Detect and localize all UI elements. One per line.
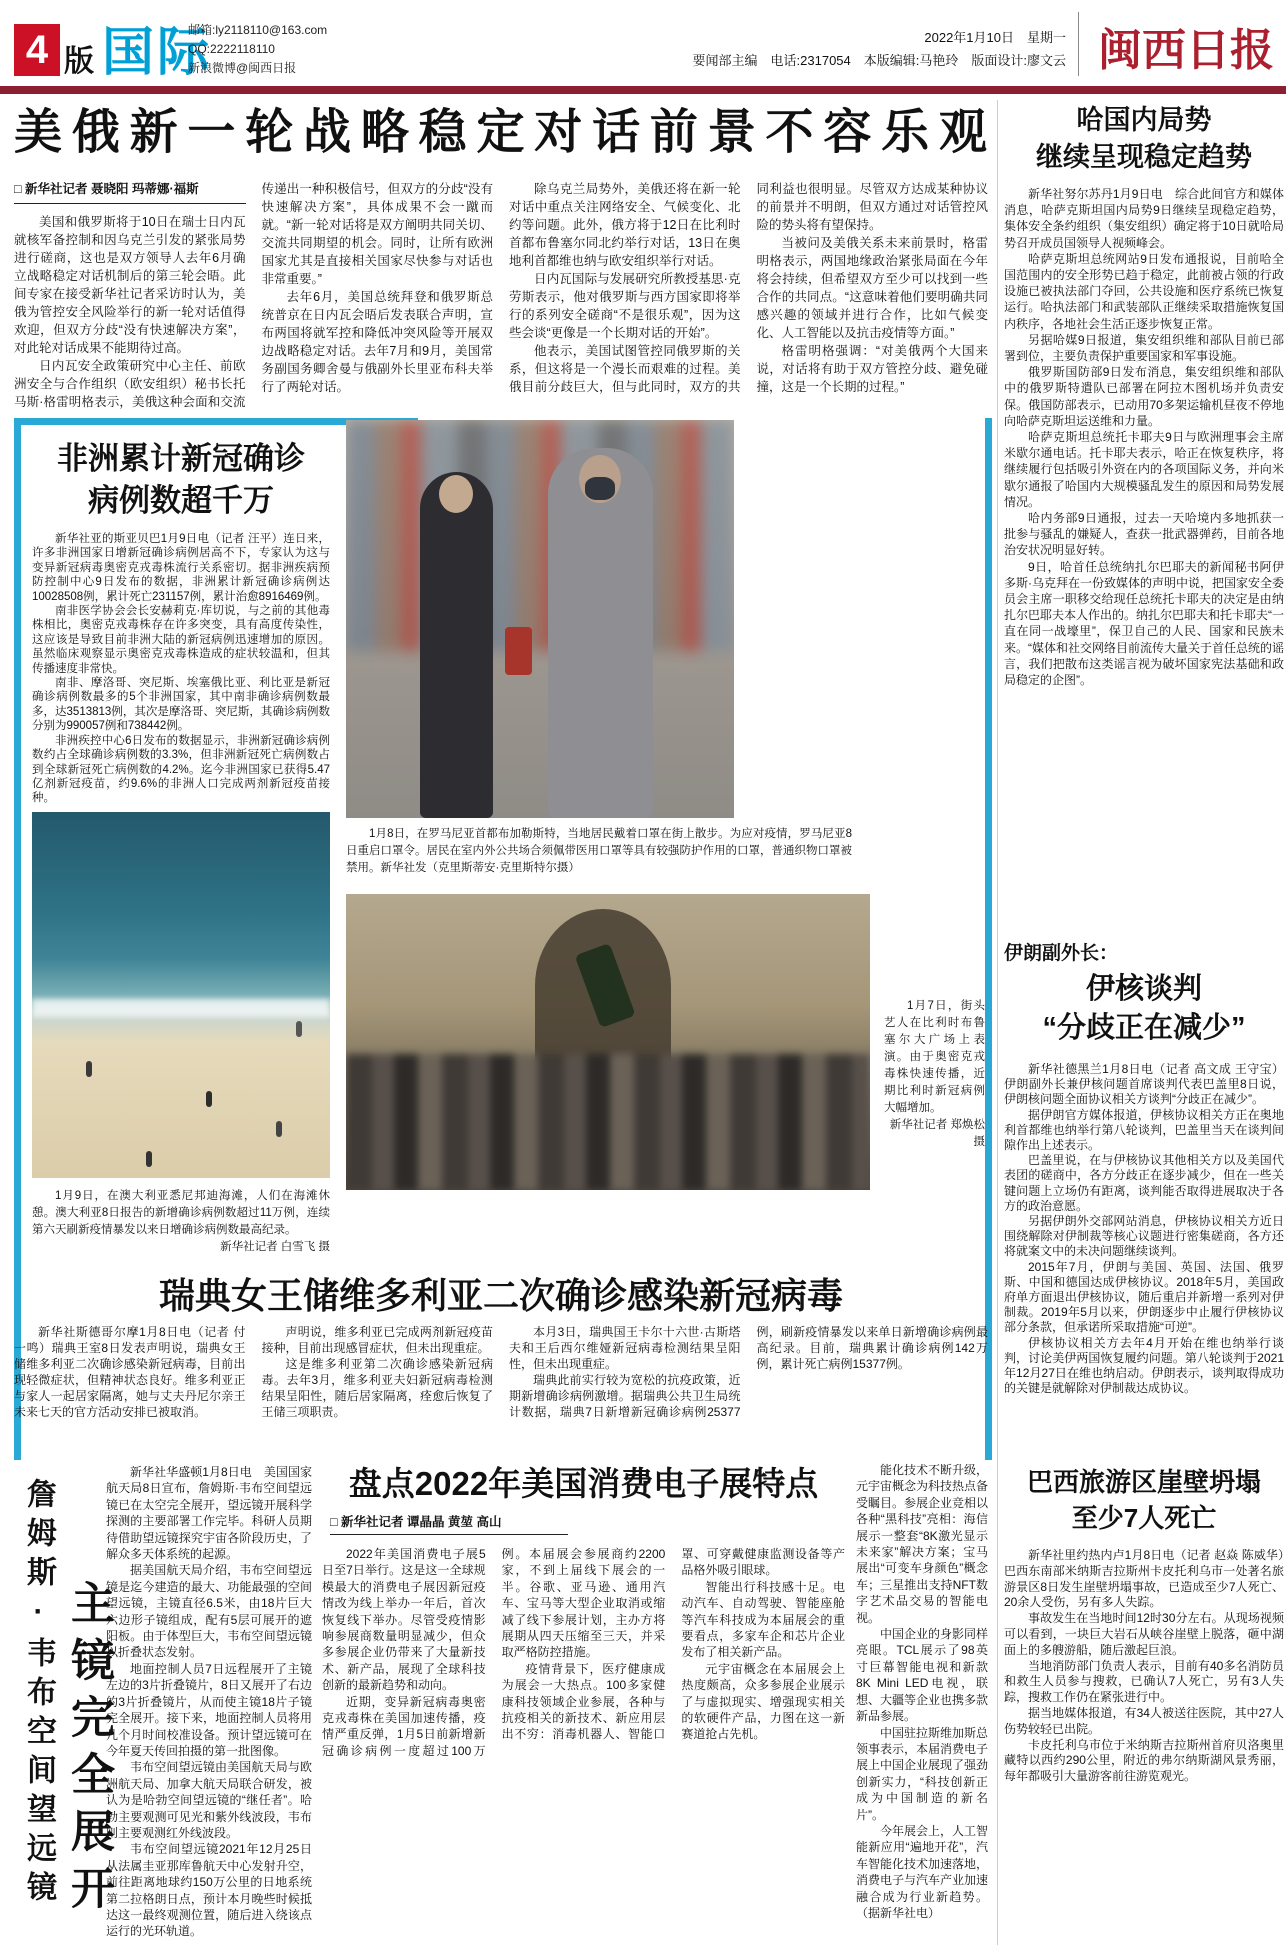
paragraph: 新华社亚的斯亚贝巴1月9日电（记者 汪平）连日来，许多非洲国家日增新冠确诊病例居高不下，专家认为这与变异新冠病毒奥密克戎毒株流行关系密切。据非洲疾病预防控制中心9日发布的数据，非洲累计新冠确诊病例达10028508例，累计死亡231157例，累计治愈8916469例。 [32, 533, 330, 603]
paragraph: 除乌克兰局势外，美俄还将在新一轮对话中重点关注网络安全、气候变化、北约等问题。此外，俄方将于12日在比利时首都布鲁塞尔同北约举行对话，13日在奥地利首都维也纳与欧安组织举行对话。 [509, 182, 741, 268]
paragraph: 俄罗斯国防部9日发布消息，集安组织维和部队中的俄罗斯特遣队已部署在阿拉木图机场并负责安保。俄国防部表示，已动用70多架运输机昼夜不停地向哈萨克斯坦运送维和力量。 [1004, 365, 1284, 428]
paragraph: 另据伊朗外交部网站消息，伊核协议相关方近日围绕解除对伊制裁等核心议题进行密集磋商，各方还将就案文中的未决问题继续谈判。 [1004, 1214, 1284, 1259]
photo-figure-woman [420, 472, 494, 818]
paragraph: 声明说，维多利亚已完成两剂新冠疫苗接种，目前出现感冒症状，但未出现重症。 [261, 1325, 493, 1355]
photo-credit: 新华社发（克里斯蒂安·克里斯特尔摄） [380, 862, 580, 874]
paragraph: 据当地媒体报道，有34人被送往医院，其中27人伤势较轻已出院。 [1004, 1705, 1284, 1736]
paragraph: 新华社努尔苏丹1月9日电 综合此间官方和媒体消息，哈萨克斯坦国内局势9日继续呈现稳定趋势，集体安全条约组织（集安组织）确定将于10日就哈局势召开成员国领导人视频峰会。 [1004, 187, 1284, 250]
headline-line: 哈国内局势 [1076, 105, 1212, 135]
paragraph: 元宇宙概念在本届展会上热度颇高，众多参展企业展示了与虚拟现实、增强现实相关的软硬件产品，力图在这一新赛道抢占先机。 [681, 1661, 845, 1742]
photo-crowd-blur [346, 420, 734, 651]
paragraph: 南非、摩洛哥、突尼斯、埃塞俄比亚、利比亚是新冠确诊病例数最多的5个非洲国家，其中南非确诊病例数最多，达3513813例，其次是摩洛哥、突尼斯，其确诊病例数分别为990057例和738442例。 [32, 677, 330, 733]
paragraph: 日内瓦安全政策研究中心主任、前欧洲安全与合作组织（欧安组织）秘书长托马斯·格雷明格表示，美俄这种会面和交流传递出一种积极信号，但双方的分歧“没有快速解决方案”，具体成果不会一蹴而就。“新一轮对话将是双方阐明共同关切、交流共同期望的机会。同时，让所有欧洲国家尤其是直接相关国家尽快参与对话也非常重要。” [14, 182, 493, 409]
date-block [600, 26, 1066, 72]
paragraph: 巴盖里说，在与伊核协议其他相关方以及美国代表团的磋商中，各方分歧正在逐步减少，但在一些关键问题上立场仍有距离，谈判能否取得进展取决于各方的政治意愿。 [1004, 1153, 1284, 1213]
masthead: 闽西日报 [1098, 25, 1274, 76]
street-photo [346, 420, 734, 818]
africa-article-body [32, 532, 330, 804]
sweden-headline: 瑞典女王储维多利亚二次确诊感染新冠病毒 [158, 1275, 843, 1316]
paragraph: 事故发生在当地时间12时30分左右。从现场视频可以看到，一块巨大岩石从峡谷崖壁上脱落，砸中湖面上的多艘游船，随后激起巨浪。 [1004, 1611, 1284, 1657]
paragraph: 去年6月，美国总统拜登和俄罗斯总统普京在日内瓦会晤后发表联合声明，宣布两国将就军控和降低冲突风险等开展双边战略稳定对话。去年7月和9月，美国常务副国务卿舍曼与俄副外长里亚布科夫举行了两轮对话。 [261, 290, 493, 394]
paragraph: 新华社斯德哥尔摩1月8日电（记者 付一鸣）瑞典王室8日发表声明说，瑞典女王储维多利亚二次确诊感染新冠病毒，目前出现轻微症状，但精神状态良好。维多利亚正与家人一起居家隔离，她与丈夫丹尼尔亲王未来七天的官方活动安排已被取消。 [14, 1325, 246, 1419]
headline-line: “分歧正在减少” [1042, 1012, 1246, 1044]
headline-line: 病例数超千万 [88, 483, 274, 518]
caption-text: 1月7日，街头艺人在比利时布鲁塞尔大广场上表演。由于奥密克戎毒株快速传播，近期比利时新冠病例大幅增加。 [884, 1000, 985, 1114]
photo-figure-man [548, 448, 653, 818]
webb-headline: 主镜完全展开 [64, 1580, 113, 1922]
paragraph: 哈内务部9日通报，过去一天哈境内多地抓获一批参与骚乱的嫌疑人，查获一批武器弹药，目前各地治安状况明显好转。 [1004, 511, 1284, 558]
contact-email: 邮箱:ly2118110@163.com [188, 23, 328, 37]
paragraph: 格雷明格强调：“对美俄两个大国来说，对话将有助于双方管控分歧、避免碰撞，这是一个长期的过程。” [756, 344, 988, 394]
ces-article-continuation [856, 1462, 988, 1948]
sweden-article-body [14, 1324, 988, 1454]
byline: □ 新华社记者 聂晓阳 玛蒂娜·福斯 [14, 180, 246, 204]
iran-headline [1004, 970, 1284, 1048]
paragraph: 9日，哈首任总统纳扎尔巴耶夫的新闻秘书阿伊多斯·乌克拜在一份致媒体的声明中说，把国家安全委员会主席一职移交给现任总统托卡耶夫的决定是由纳扎尔巴耶夫本人作出的。纳扎尔巴耶夫和托卡耶夫“一直在同一战壕里”，保卫自己的人民、国家和民族未来。“媒体和社交网络目前流传大量关于首任总统的谣言，我们把散布这类谣言视为破坏国家宪法基础和政局稳定的企图”。 [1004, 559, 1284, 688]
date-line: 2022年1月10日 星期一 [924, 30, 1066, 45]
brazil-headline [1004, 1464, 1284, 1536]
photo-credit: 新华社记者 白雪飞 摄 [220, 1241, 330, 1253]
paragraph: 当地消防部门负责人表示，目前有40多名消防员和救生人员参与搜救，已确认7人死亡，另有3人失踪，搜救工作仍在紧张进行中。 [1004, 1658, 1284, 1705]
paragraph: 韦布空间望远镜2021年12月25日从法属圭亚那库鲁航天中心发射升空，前往距离地球约150万公里的日地系统第二拉格朗日点，预计本月晚些时候抵达这一最终观测位置，随后进入绕该点运行的光环轨道。 [106, 1842, 312, 1939]
paragraph: 能化技术不断升级，元宇宙概念为科技热点备受瞩目。参展企业竞相以各种“黑科技”亮相：海信展示一整套“8K激光显示未来家”解决方案；宝马展出“可变车身颜色”概念车；三星推出支持NFT数字艺术品交易的智能电视。 [856, 1463, 988, 1625]
beach-photo-caption [32, 1188, 330, 1270]
paragraph: 本月3日，瑞典国王卡尔十六世·古斯塔夫和王后西尔维娅新冠病毒检测结果呈阳性，但未出现重症。 [509, 1325, 741, 1371]
paragraph: 近期，变异新冠病毒奥密克戎毒株在美国加速传播，疫情严重反弹，1月5日前新增新冠确诊病例一度超过100万例。本届展会参展商约2200家，不到上届线下展会的一半。谷歌、亚马逊、通用汽车、宝马等大型企业取消或缩减了线下参展计划，主办方将展期从四天压缩至三天，并采取严格防控措施。 [322, 1547, 666, 1758]
beach-photo [32, 812, 330, 1178]
photo-face-mask [585, 477, 614, 499]
paragraph: 卡皮托利乌市位于米纳斯吉拉斯州首府贝洛奥里藏特以西约290公里，附近的弗尔纳斯湖风景秀丽，每年都吸引大量游客前往游览观光。 [1004, 1737, 1284, 1784]
paragraph: 日内瓦国际与发展研究所教授基思·克劳斯表示，他对俄罗斯与西方国家即将举行的系列安全磋商“不是很乐观”，因为这些会谈“更像是一个长期对话的开始”。 [509, 272, 741, 340]
contact-block [188, 21, 327, 78]
paragraph: 另据哈媒9日报道，集安组织维和部队目前已部署到位，主要负责保护重要国家和军事设施。 [1004, 332, 1284, 364]
headline-line: 巴西旅游区崖壁坍塌 [1026, 1467, 1261, 1497]
headline-line: 非洲累计新冠确诊 [57, 441, 305, 476]
sidebar-divider [997, 100, 998, 1945]
paragraph: 中国驻拉斯维加斯总领事表示，本届消费电子展上中国企业展现了强劲创新实力，“科技创新正成为中国制造的新名片”。 [856, 1725, 988, 1822]
byline: □ 新华社记者 谭晶晶 黄堃 高山 [330, 1512, 568, 1535]
ces-article-body [322, 1546, 845, 1948]
paragraph: 智能出行科技感十足。电动汽车、自动驾驶、智能座舱等汽车科技成为本届展会的重要看点，多家车企和芯片企业发布了相关新产品。 [681, 1579, 845, 1660]
iran-kicker: 伊朗副外长： [1004, 943, 1119, 964]
staff-line: 要闻部主编 电话:2317054 本版编辑:马艳玲 版面设计:廖文云 [692, 53, 1066, 68]
paragraph: 据伊朗官方媒体报道，伊核协议相关方正在奥地利首都维也纳举行第八轮谈判，巴盖里当天在谈判间隙作出上述表示。 [1004, 1107, 1284, 1153]
paragraph: 据美国航天局介绍，韦布空间望远镜是迄今建造的最大、功能最强的空间望远镜，主镜直径6.5米，由18片巨大六边形子镜组成，配有5层可展开的遮阳板。由于体型巨大，韦布空间望远镜以折叠状态发射。 [106, 1563, 312, 1660]
caption-text: 1月9日，在澳大利亚悉尼邦迪海滩，人们在海滩休憩。澳大利亚8日报告的新增确诊病例数超过11万例，连续第六天刷新疫情暴发以来日增确诊病例数最高纪录。 [32, 1190, 330, 1236]
section-title: 国际 [102, 24, 213, 82]
paragraph: 疫情背景下，医疗健康成为展会一大热点。100多家健康科技领域企业参展，各种与抗疫相关的新技术、新应用层出不穷：消毒机器人、智能口罩、可穿戴健康监测设备等产品格外吸引眼球。 [501, 1547, 845, 1742]
paragraph: 伊核协议相关方去年4月开始在维也纳举行谈判，讨论美伊两国恢复履约问题。第八轮谈判于2021年12月27日在维也纳启动。伊朗表示，谈判取得成功的关键是就解除对伊制裁达成协议。 [1004, 1335, 1284, 1396]
kazakhstan-headline [1004, 102, 1284, 176]
paragraph: 新华社华盛顿1月8日电 美国国家航天局8日宣布，詹姆斯·韦布空间望远镜已在太空完全展开，望远镜开展科学探测的主要部署工作完毕。科研人员期待借助望远镜探究宇宙各阶段历史，了解众多天体系统的起源。 [106, 1465, 312, 1562]
paragraph: 2022年美国消费电子展5日至7日举行。这是这一全球规模最大的消费电子展因新冠疫情改为线上举办一年后，首次恢复线下举办。尽管受疫情影响参展商数量明显减少，但众多参展企业仍带来了大量新技术、新产品，展现了全球科技创新的最新趋势和动向。 [322, 1547, 486, 1693]
performer-photo [346, 894, 870, 1190]
photo-crowd-blur [346, 1054, 870, 1190]
paragraph: 哈萨克斯坦总统托卡耶夫9日与欧洲理事会主席米歇尔通电话。托卡耶夫表示，哈正在恢复秩序，将继续履行包括吸引外资在内的各项国际义务，并向米歇尔通报了哈国内大规模骚乱发生的原因和局势发展情况。 [1004, 430, 1284, 509]
iran-article-body [1004, 1062, 1284, 1452]
headline-line: 继续呈现稳定趋势 [1036, 142, 1252, 172]
ces-headline: 盘点2022年美国消费电子展特点 [348, 1465, 819, 1502]
paragraph: 瑞典此前实行较为宽松的抗疫政策，近期新增确诊病例激增。据瑞典公共卫生局统计数据，瑞典7日新增新冠确诊病例25377例，刷新疫情暴发以来单日新增确诊病例最高纪录。目前，瑞典累计确诊病例142万例，累计死亡病例15377例。 [509, 1325, 988, 1419]
photo-figures [86, 1061, 92, 1077]
paragraph: 2015年7月，伊朗与美国、英国、法国、俄罗斯、中国和德国达成伊核协议。2018年5月，美国政府单方面退出伊核协议，随后重启并新增一系列对伊制裁。2019年5月以来，伊朗逐步中止履行伊核协议部分条款，但承诺所采取措施“可逆”。 [1004, 1259, 1284, 1335]
main-article-body [14, 180, 988, 412]
photo-red-bag [505, 627, 532, 675]
paragraph: 中国企业的身影同样亮眼。TCL展示了98英寸巨幕智能电视和新款8K Mini LED电视，联想、大疆等企业也携多款新品参展。 [856, 1627, 988, 1724]
paragraph: 这是维多利亚第二次确诊感染新冠病毒。去年3月，维多利亚夫妇新冠病毒检测结果呈阳性，随后居家隔离，痊愈后恢复了王储三项职责。 [261, 1357, 493, 1419]
contact-weibo: 新浪微博@闽西日报 [188, 61, 297, 75]
paragraph: 他表示，美国试图管控同俄罗斯的关系，但这将是一个漫长而艰难的过程。美俄目前分歧巨大，但与此同时，双方的共同利益也很明显。尽管双方达成某种协议的前景并不明朗，但双方通过对话管控风险的势头将有望保持。 [509, 182, 988, 394]
caption-text: 1月8日，在罗马尼亚首都布加勒斯特，当地居民戴着口罩在街上散步。为应对疫情，罗马尼亚8日重启口罩令。居民在室内外公共场合须佩带医用口罩等具有较强防护作用的口罩，普通织物口罩被禁用。新华社发（克里斯蒂安·克里斯特尔摄） [346, 828, 852, 874]
paragraph: 美国和俄罗斯将于10日在瑞士日内瓦就核军备控制和因乌克兰引发的紧张局势进行磋商，这也是双方领导人去年6月确立战略稳定对话机制后的第三轮会晤。此间专家在接受新华社记者采访时认为，美俄为管控安全风险举行的新一轮对话值得欢迎，但双方分歧“没有快速解决方案”，对此轮对话成果不能期待过高。 [14, 215, 246, 355]
paragraph: 南非医学协会会长安赫莉克·库切说，与之前的其他毒株相比，奥密克戎毒株存在许多突变，具有高度传染性，这应该是导致目前非洲大陆的新冠病例迅速增加的原因。虽然临床观察显示奥密克戎毒株造成的症状较温和，但其传播速度非常快。 [32, 605, 330, 675]
kazakhstan-article-body [1004, 186, 1284, 926]
paragraph: 新华社里约热内卢1月8日电（记者 赵焱 陈威华）巴西东南部米纳斯吉拉斯州卡皮托利乌市一处著名旅游景区8日发生崖壁坍塌事故，已造成至少7人死亡、20余人受伤，另有多人失踪。 [1004, 1548, 1284, 1610]
paragraph: 新华社德黑兰1月8日电（记者 高文成 王守宝）伊朗副外长兼伊核问题首席谈判代表巴盖里8日说，伊朗核问题全面协议相关方谈判“分歧正在减少”。 [1004, 1062, 1284, 1107]
contact-qq: QQ:2222118110 [188, 42, 275, 56]
paragraph: 非洲疾控中心6日发布的数据显示，非洲新冠确诊病例数约占全球确诊病例数的3.3%，但非洲新冠死亡病例数占到全球新冠死亡病例数的4.2%。迄今非洲国家已获得5.47亿剂新冠疫苗，约9.6%的非洲人口完成两剂新冠疫苗接种。 [32, 734, 330, 804]
top-rule [0, 86, 1286, 94]
paragraph: 今年展会上，人工智能新应用“遍地开花”，汽车智能化技术加速落地，消费电子与汽车产业加速融合成为行业新趋势。（据新华社电） [856, 1823, 988, 1920]
paragraph: 韦布空间望远镜由美国航天局与欧洲航天局、加拿大航天局联合研发，被认为是哈勃空间望远镜的“继任者”。哈勃主要观测可见光和紫外线波段，韦布则主要观测红外线波段。 [106, 1760, 312, 1840]
header-divider [1078, 12, 1079, 76]
photo-credit: 新华社记者 郑焕松 摄 [889, 1119, 985, 1148]
photo-sea-foam [32, 999, 330, 1017]
main-headline: 美俄新一轮战略稳定对话前景不容乐观 [14, 106, 988, 159]
photo-figure-head [439, 475, 473, 513]
street-photo-caption [346, 826, 852, 888]
page-number-label: 版 [64, 44, 94, 79]
webb-headline-kicker: 詹姆斯·韦布空间望远镜 [22, 1478, 55, 1910]
webb-article-body [106, 1464, 312, 1950]
africa-headline [32, 438, 330, 522]
page-number-box: 4 [14, 24, 60, 76]
performer-photo-caption [884, 998, 985, 1190]
paragraph: 地面控制人员7日远程展开了主镜左边的3片折叠镜片，8日又展开了右边的3片折叠镜片，从而使主镜18片子镜完全展开。接下来，地面控制人员将用几个月时间校准设备。预计望远镜可在今年夏天传回拍摄的第一批图像。 [106, 1661, 312, 1758]
paragraph: 当被问及美俄关系未来前景时，格雷明格表示，两国地缘政治紧张局面在今年将会持续，但希望双方至少可以找到一些合作的共同点。“这意味着他们要明确共同感兴趣的领域并进行合作，比如气候变化、人工智能以及抗击疫情等方面。” [756, 236, 988, 340]
paragraph: 哈萨克斯坦总统网站9日发布通报说，目前哈全国范围内的安全形势已趋于稳定，此前被占领的行政设施已被执法部门夺回，公共设施和医疗系统已恢复运行。哈执法部门和武装部队正继续采取措施恢复国内秩序，各地社会生活正逐步恢复正常。 [1004, 251, 1284, 331]
headline-line: 至少7人死亡 [1071, 1503, 1217, 1533]
headline-line: 伊核谈判 [1085, 973, 1202, 1005]
brazil-article-body [1004, 1548, 1284, 1944]
